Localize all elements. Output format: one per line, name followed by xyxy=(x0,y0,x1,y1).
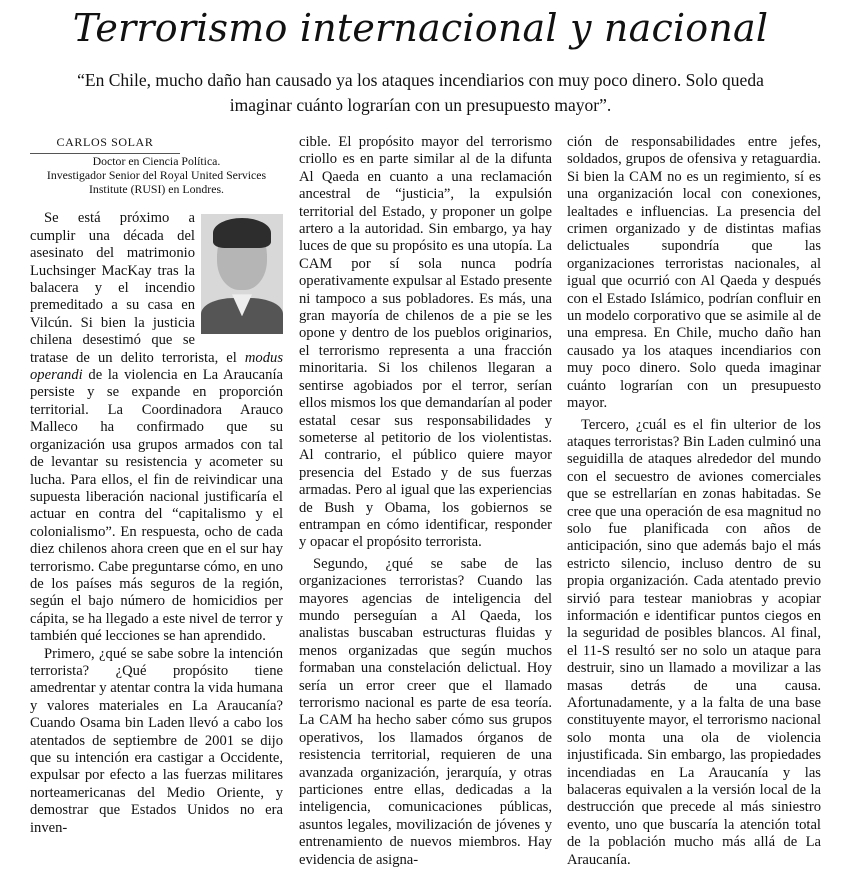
paragraph-text: de la violencia en La Araucanía persiste y se expande en proporción territorial. La Coordinadora Arauco Malleco ha confirmado que su organización usa grupos armados con tal de levantar su resistencia y acometer su lucha. Para ellos, el fin de reivindicar una supuesta liberación nacional justificaría el actuar en contra del “capitalismo y el colonialismo”. En respuesta, ocho de cada diez chilenos ahora creen que en el sur hay terrorismo. Cabe preguntarse cómo, en uno de los países más seguros de la región, según el bajo número de homicidios per cápita, se ha llegado a este nivel de terror y también qué lecciones se han aprendido. xyxy=(30,367,283,644)
author-bio-line: Doctor en Ciencia Política. xyxy=(30,154,283,168)
column-3 xyxy=(567,134,821,869)
paragraph-text: Se está próximo a cumplir una década del asesinato del matrimonio Luchsinger MacKay tras la balacera y el incendio premeditado a su casa en Vilcún. Si bien la justicia chilena desestimó que se tratase de un delito terrorista, el xyxy=(30,210,237,365)
paragraph: Segundo, ¿qué se sabe de las organizaciones terroristas? Cuando las mayores agencias de inteligencia del mundo perseguían a Al Qaeda, los analistas buscaban estructuras fluidas y menos organizadas que según muchos formaban una constelación delictual. Hoy sería un error creer que el llamado terrorismo nacional es parte de esa teoría. La CAM ha hecho saber cómo sus grupos operativos, los llamados órganos de resistencia territorial, requieren de una avanzada organización, jerarquía, y otras particiones entre ellas, dedicadas a la inteligencia, comunicaciones públicas, asuntos legales, movilización de jóvenes y entrenamiento de nuevos miembros. Hay evidencia de asigna- xyxy=(299,556,552,869)
italic-term: modus operandi xyxy=(30,350,283,383)
author-photo xyxy=(201,214,283,334)
column-2 xyxy=(299,134,552,869)
pull-quote: “En Chile, mucho daño han causado ya los ataques incendiarios con muy poco dinero. Solo queda imaginar cuánto lograrían con un presupuesto mayor”. xyxy=(60,68,781,118)
column-1 xyxy=(30,134,283,837)
paragraph: Tercero, ¿cuál es el fin ulterior de los ataques terroristas? Bin Laden culminó una seguidilla de ataques alrededor del mundo con el secuestro de aviones comerciales que se estrellarían en zonas habitadas. Se cree que una operación de esa magnitud no solo fue planificada con años de anticipación, sino que además bajo el más estricto silencio, incluso dentro de su propia organización. Cada atentado previo sirvió para testear maniobras y acopiar información e identificar puntos ciegos en la seguridad de posibles blancos. Al final, el 11-S resultó ser no solo un ataque para destruir, sino un llamado a movilizar a las masas detrás de una causa. Afortunadamente, y a la falta de una base constituyente mayor, el terrorismo nacional solo monta una ola de violencia injustificada. Sin embargo, las propiedades incendiadas en La Araucanía y las balaceras equivalen a la versión local de la destrucción que precede al más siniestro evento, uno que buscaría la atención total de la población mucho más allá de La Araucanía. xyxy=(567,417,821,869)
paragraph: cible. El propósito mayor del terrorismo criollo es en parte similar al de la difunta Al Qaeda en cuanto a una reclamación ancestral de “justicia”, la expulsión territorial del Estado, y proponer un golpe artero a la autoridad. Sin embargo, ya hay luces de que su propósito es una utopía. La CAM por sí sola nunca podría operativamente expulsar al Estado presente ni tampoco a sus pobladores. Es más, una gran mayoría de chilenos de a pie se les opone y dentro de los pueblos originarios, el terrorismo representa a una fracción minoritaria. Si los chilenos llegaran a sentirse agobiados por el terror, serían ellos mismos los que demandarían al poder estatal cesar sus responsabilidades y someterse al petitorio de los violentistas. Al contrario, el público quiere mayor presencia del Estado y de sus fuerzas armadas. Pero al igual que las experiencias de Bush y Obama, los gobiernos se entrampan en cómo identificar, responder y opacar el propósito terrorista. xyxy=(299,134,552,552)
author-bio-line: Investigador Senior del Royal United Services Institute (RUSI) en Londres. xyxy=(30,168,283,196)
paragraph xyxy=(30,210,283,645)
paragraph: ción de responsabilidades entre jefes, soldados, grupos de ofensiva y retaguardia. Si bien la CAM no es un regimiento, sí es una organización local con conexiones, lealtades e influencias. La presencia del crimen organizado y de distintas mafias delictuales supondría que las organizaciones terroristas nacionales, al igual que ocurrió con Al Qaeda y después con el Estado Islámico, podrían confluir en un modelo corporativo que se asimile al de una empresa. En Chile, mucho daño han causado ya los ataques incendiarios con muy poco dinero. Solo queda imaginar cuánto lograrían con un presupuesto mayor. xyxy=(567,134,821,413)
author-name: CARLOS SOLAR xyxy=(30,134,180,154)
photo-hair xyxy=(213,218,271,248)
paragraph: Primero, ¿qué se sabe sobre la intención terrorista? ¿Qué propósito tiene amedrentar y atentar contra la vida humana y valores materiales en La Araucanía? Cuando Osama bin Laden llevó a cabo los atentados de septiembre de 2001 se dijo que su intención era castigar a Occidente, expulsar por efecto a las fuerzas militares norteamericanas del Medio Oriente, y demostrar que Estados Unidos no era inven- xyxy=(30,646,283,837)
article-title: Terrorismo internacional y nacional xyxy=(0,6,841,50)
author-bio xyxy=(30,154,283,196)
